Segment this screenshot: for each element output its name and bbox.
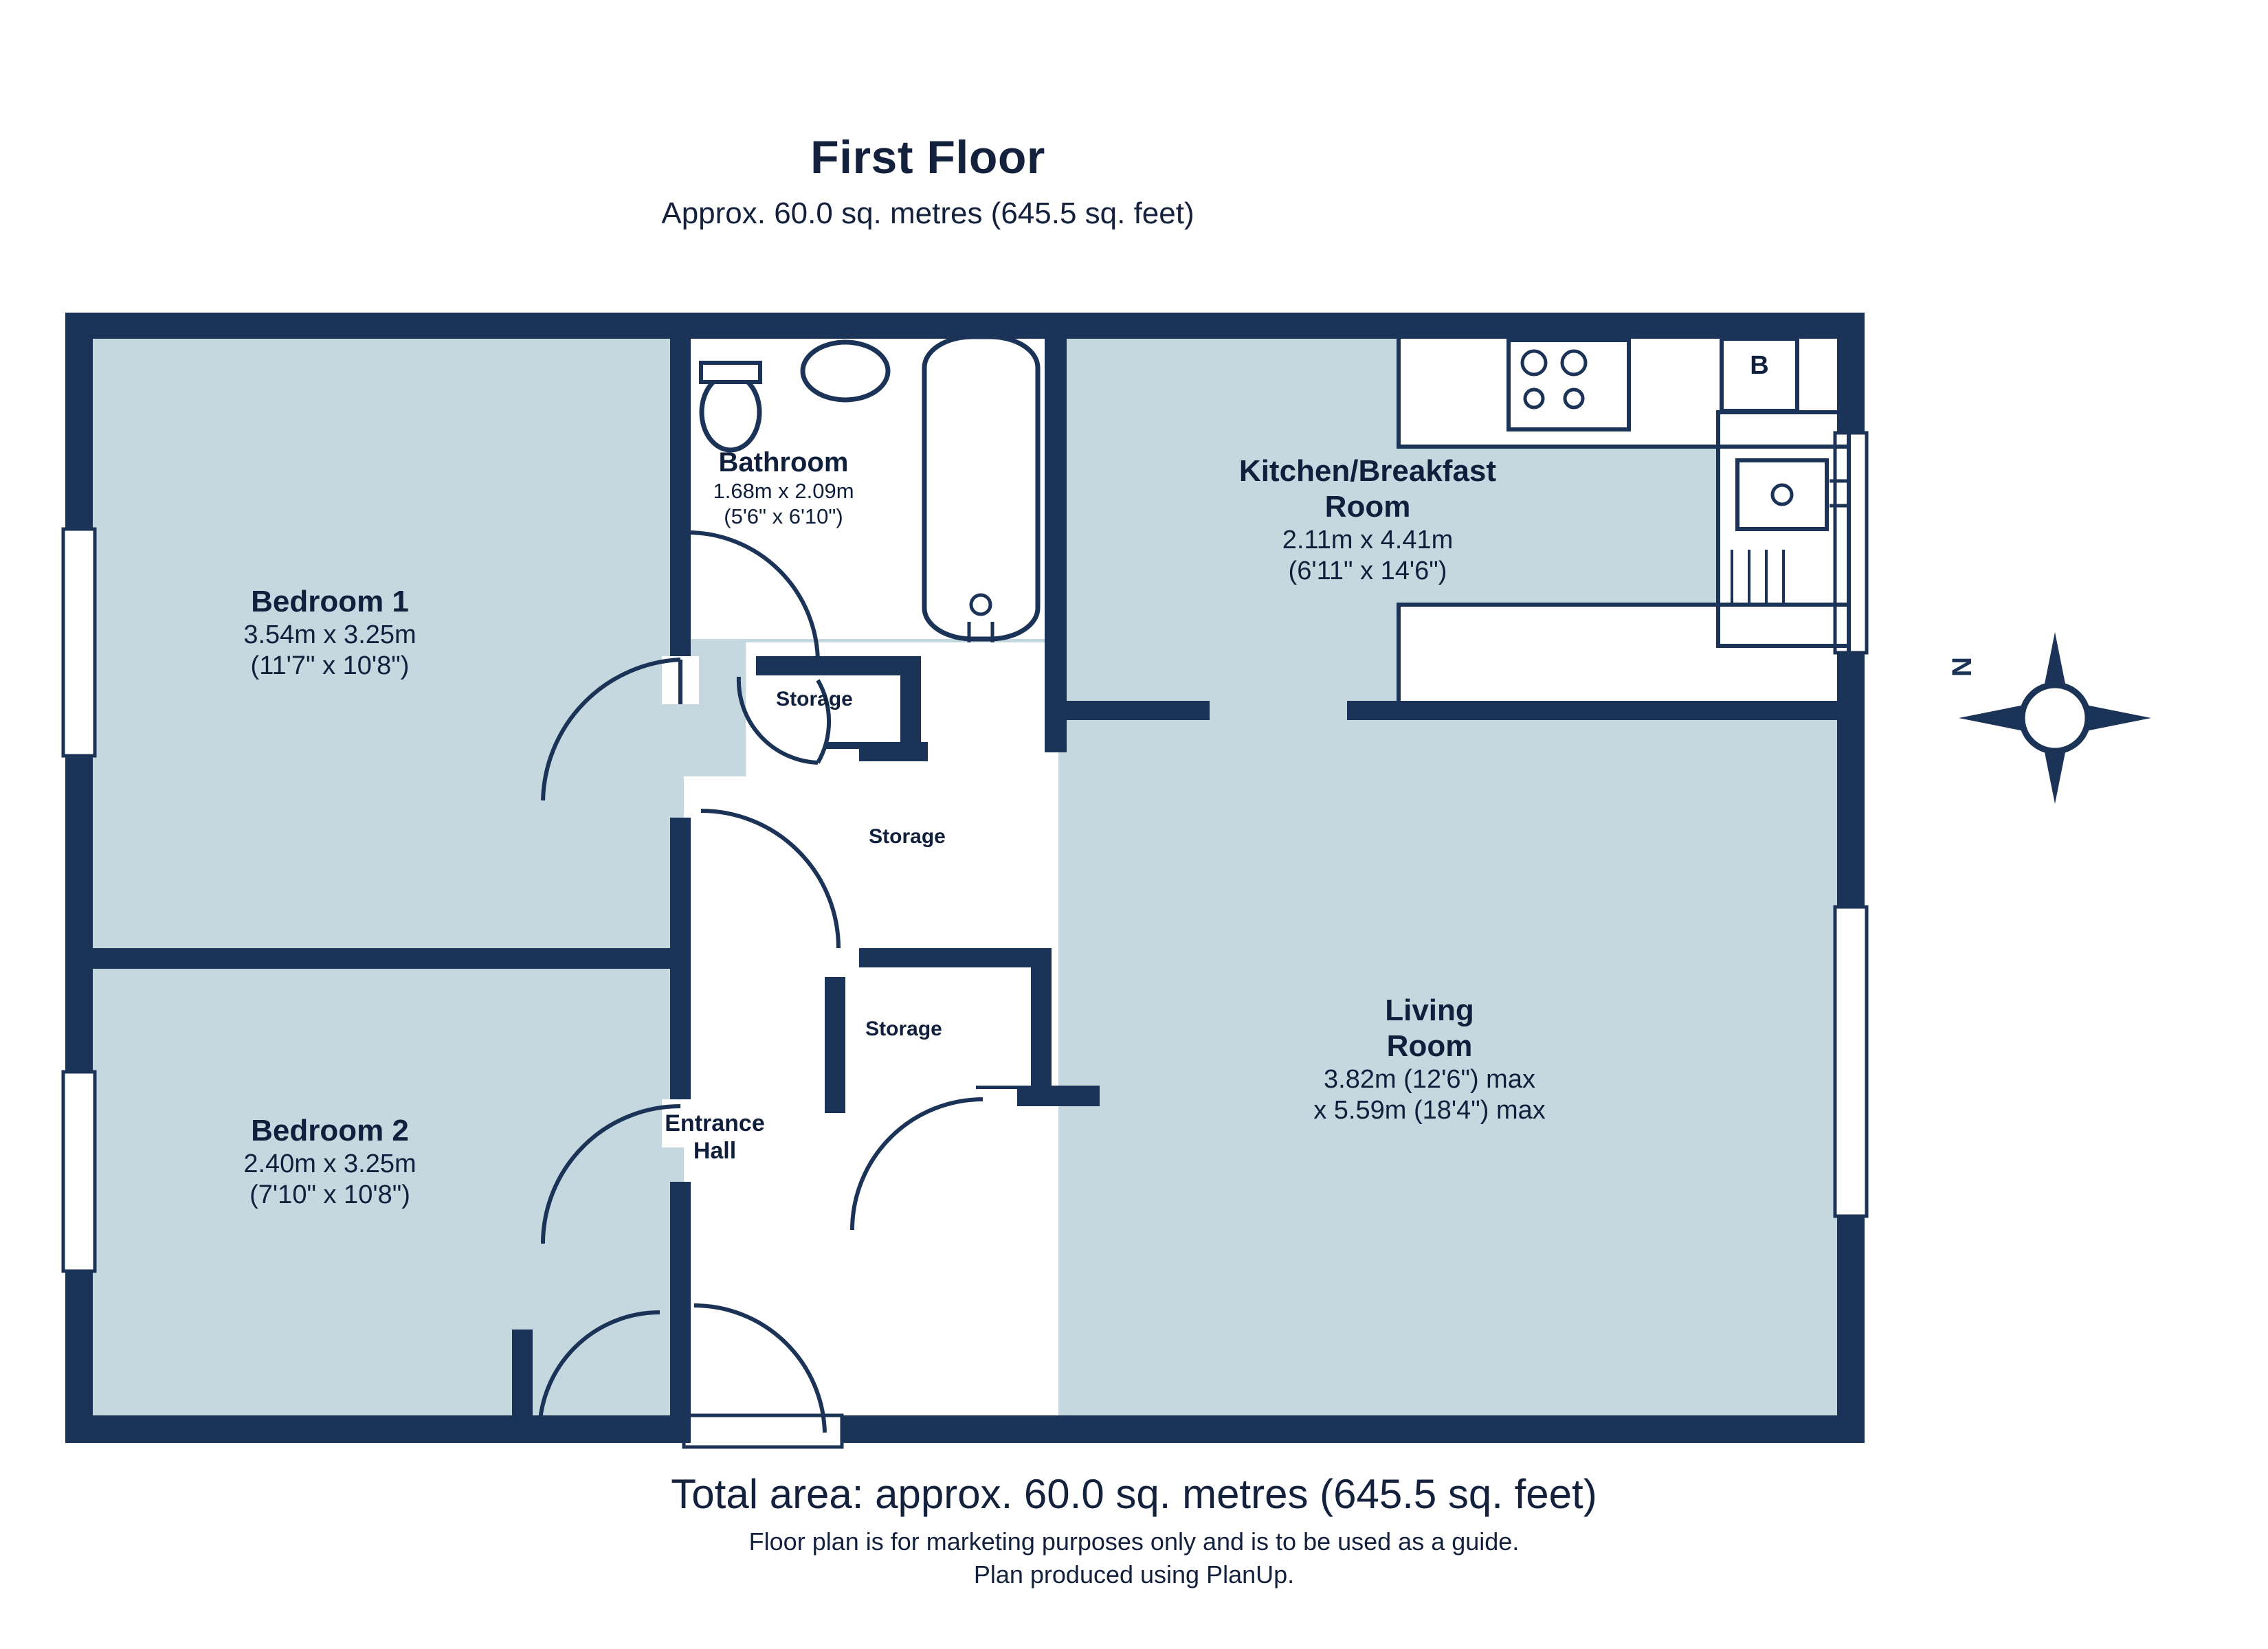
room-label-storage-3 (818, 1017, 990, 1041)
room-name: Bedroom 2 (251, 1114, 409, 1147)
room-dimensions-metric: 3.82m (12'6") max (1324, 1064, 1535, 1094)
wall-stub-bedroom2 (512, 1330, 533, 1433)
total-area-text: Total area: approx. 60.0 sq. metres (645.5 sq. feet) (671, 1471, 1597, 1517)
room-dimensions-metric: 2.40m x 3.25m (243, 1149, 416, 1178)
page-title: First Floor (810, 131, 1045, 183)
door-gap-storage2 (811, 941, 859, 977)
boiler-label (1728, 350, 1790, 381)
room-dimensions-metric: 2.11m x 4.41m (1282, 525, 1454, 554)
wash-basin (803, 342, 888, 400)
wall-bathroom-right (1045, 330, 1067, 666)
room-dimensions-imperial: (5'6" x 6'10") (724, 504, 843, 528)
window-bedroom1 (63, 529, 95, 756)
room-name-line2: Room (1324, 489, 1411, 524)
wall-left (65, 313, 93, 1443)
room-name: Bedroom 1 (251, 585, 409, 618)
room-name-line2: Room (1386, 1029, 1473, 1063)
room-name: Storage (776, 688, 853, 710)
room-dimensions-imperial: (6'11" x 14'6") (1288, 556, 1447, 585)
room-name-line2: Hall (693, 1138, 737, 1165)
toilet-cistern (701, 363, 760, 382)
room-label-kitchen-breakfast-room (1155, 453, 1581, 586)
room-name-line1: Living (1385, 994, 1474, 1027)
wall-living-top-right (1347, 701, 1849, 720)
compass (1938, 618, 2172, 818)
room-label-entrance-hall (612, 1110, 818, 1165)
room-label-bathroom (639, 447, 928, 529)
room-label-bedroom-2 (117, 1113, 543, 1211)
wall-hall-left-bottom (670, 1182, 691, 1443)
wall-storage1-right (900, 656, 921, 752)
boiler-letter: B (1750, 351, 1769, 380)
door-gap-storage3 (969, 1089, 1017, 1125)
room-dimensions-imperial: (7'10" x 10'8") (249, 1180, 410, 1209)
window-living (1835, 907, 1867, 1216)
room-dimensions-metric: 1.68m x 2.09m (713, 479, 854, 504)
room-label-living-room (1216, 993, 1643, 1125)
room-dimensions-imperial: (11'7" x 10'8") (250, 651, 410, 680)
disclaimer-line-2: Plan produced using PlanUp. (973, 1560, 1295, 1589)
wall-bottom (65, 1415, 1865, 1443)
wall-storage1-top (756, 656, 921, 675)
room-name: Storage (865, 1018, 942, 1040)
disclaimer-line-1: Floor plan is for marketing purposes only and is to be used as a guide. (748, 1527, 1520, 1556)
wall-bedroom-divider (93, 948, 687, 969)
room-name-line1: Kitchen/Breakfast (1238, 454, 1497, 488)
room-label-storage-1 (729, 687, 900, 711)
room-name: Bathroom (718, 447, 849, 478)
toilet-bowl (702, 374, 759, 450)
plan-footer (0, 1470, 2268, 1589)
sink-basin (1737, 460, 1827, 529)
room-name-line1: Entrance (665, 1110, 765, 1136)
room-dimensions-metric: 3.54m x 3.25m (243, 620, 416, 649)
room-label-storage-2 (821, 824, 993, 849)
floor-area-subtitle: Approx. 60.0 sq. metres (645.5 sq. feet) (661, 197, 1194, 230)
room-dimensions-imperial: x 5.59m (18'4") max (1313, 1095, 1546, 1125)
wall-storage3-right (1031, 948, 1052, 1106)
compass-north-label: N (1947, 657, 1977, 677)
door-gap-storage1 (811, 749, 859, 785)
entrance-door-frame (684, 1415, 842, 1447)
window-bedroom2 (63, 1072, 95, 1271)
room-name: Storage (869, 825, 946, 848)
kitchen-units-bottom (1399, 605, 1849, 715)
room-label-bedroom-1 (117, 584, 543, 682)
compass-ring (2022, 685, 2088, 751)
wall-living-top-left (1052, 701, 1210, 720)
